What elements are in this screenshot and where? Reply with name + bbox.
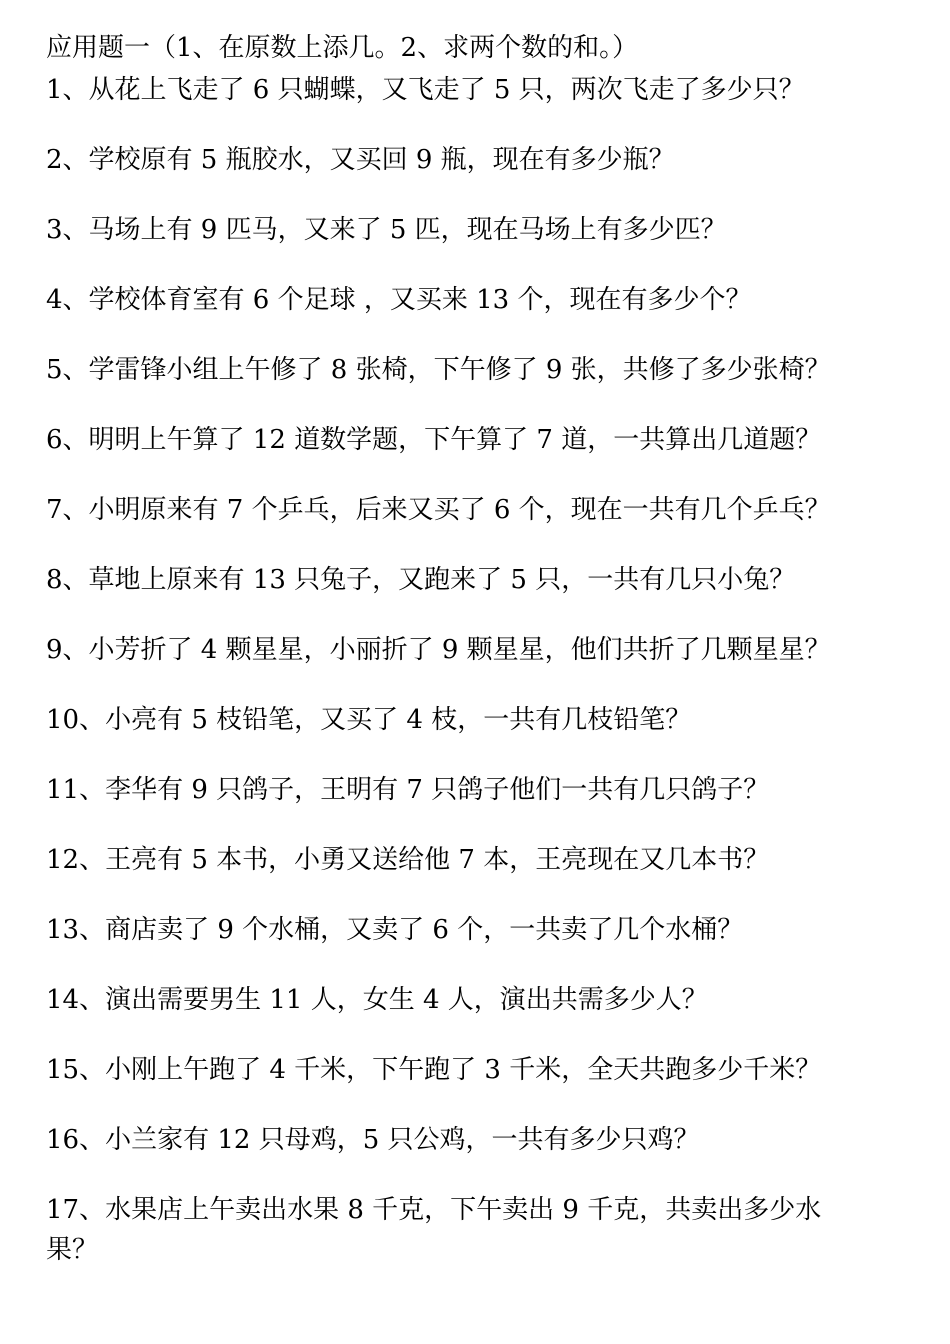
spacer <box>46 250 866 280</box>
spacer <box>46 600 866 630</box>
worksheet <box>46 26 866 1270</box>
spacer <box>46 1020 866 1050</box>
problem-11: 11、李华有 9 只鸽子，王明有 7 只鸽子他们一共有几只鸽子？ <box>46 775 770 805</box>
spacer <box>46 390 866 420</box>
spacer <box>46 460 866 490</box>
problem-5: 5、学雷锋小组上午修了 8 张椅，下午修了 9 张，共修了多少张椅？ <box>46 355 831 385</box>
spacer <box>46 880 866 910</box>
problem-4: 4、学校体育室有 6 个足球 ，又买来 13 个，现在有多少个？ <box>46 285 752 315</box>
spacer <box>46 110 866 140</box>
problem-9: 9、小芳折了 4 颗星星，小丽折了 9 颗星星，他们共折了几颗星星？ <box>46 635 831 665</box>
problem-12: 12、王亮有 5 本书，小勇又送给他 7 本，王亮现在又几本书？ <box>46 845 770 875</box>
spacer <box>46 950 866 980</box>
problem-16: 16、小兰家有 12 只母鸡，5 只公鸡，一共有多少只鸡？ <box>46 1125 700 1155</box>
spacer <box>46 320 866 350</box>
spacer <box>46 670 866 700</box>
problem-7: 7、小明原来有 7 个乒乓，后来又买了 6 个，现在一共有几个乒乓？ <box>46 495 831 525</box>
problem-10: 10、小亮有 5 枝铅笔，又买了 4 枝，一共有几枝铅笔？ <box>46 705 692 735</box>
spacer <box>46 1090 866 1120</box>
problem-3: 3、马场上有 9 匹马，又来了 5 匹，现在马场上有多少匹？ <box>46 215 727 245</box>
problem-13: 13、商店卖了 9 个水桶，又卖了 6 个，一共卖了几个水桶？ <box>46 915 744 945</box>
spacer <box>46 1160 866 1190</box>
problem-1: 1、从花上飞走了 6 只蝴蝶，又飞走了 5 只，两次飞走了多少只？ <box>46 75 805 105</box>
worksheet-title: 应用题一（1、在原数上添几。2、求两个数的和。） <box>46 33 639 63</box>
problem-2: 2、学校原有 5 瓶胶水，又买回 9 瓶，现在有多少瓶？ <box>46 145 675 175</box>
spacer <box>46 810 866 840</box>
problem-15: 15、小刚上午跑了 4 千米，下午跑了 3 千米，全天共跑多少千米？ <box>46 1055 822 1085</box>
problem-17: 17、水果店上午卖出水果 8 千克，下午卖出 9 千克，共卖出多少水果？ <box>46 1195 822 1265</box>
problem-14: 14、演出需要男生 11 人，女生 4 人，演出共需多少人？ <box>46 985 708 1015</box>
spacer <box>46 740 866 770</box>
spacer <box>46 530 866 560</box>
problem-6: 6、明明上午算了 12 道数学题，下午算了 7 道，一共算出几道题？ <box>46 425 822 455</box>
problem-8: 8、草地上原来有 13 只兔子，又跑来了 5 只，一共有几只小兔？ <box>46 565 796 595</box>
spacer <box>46 180 866 210</box>
